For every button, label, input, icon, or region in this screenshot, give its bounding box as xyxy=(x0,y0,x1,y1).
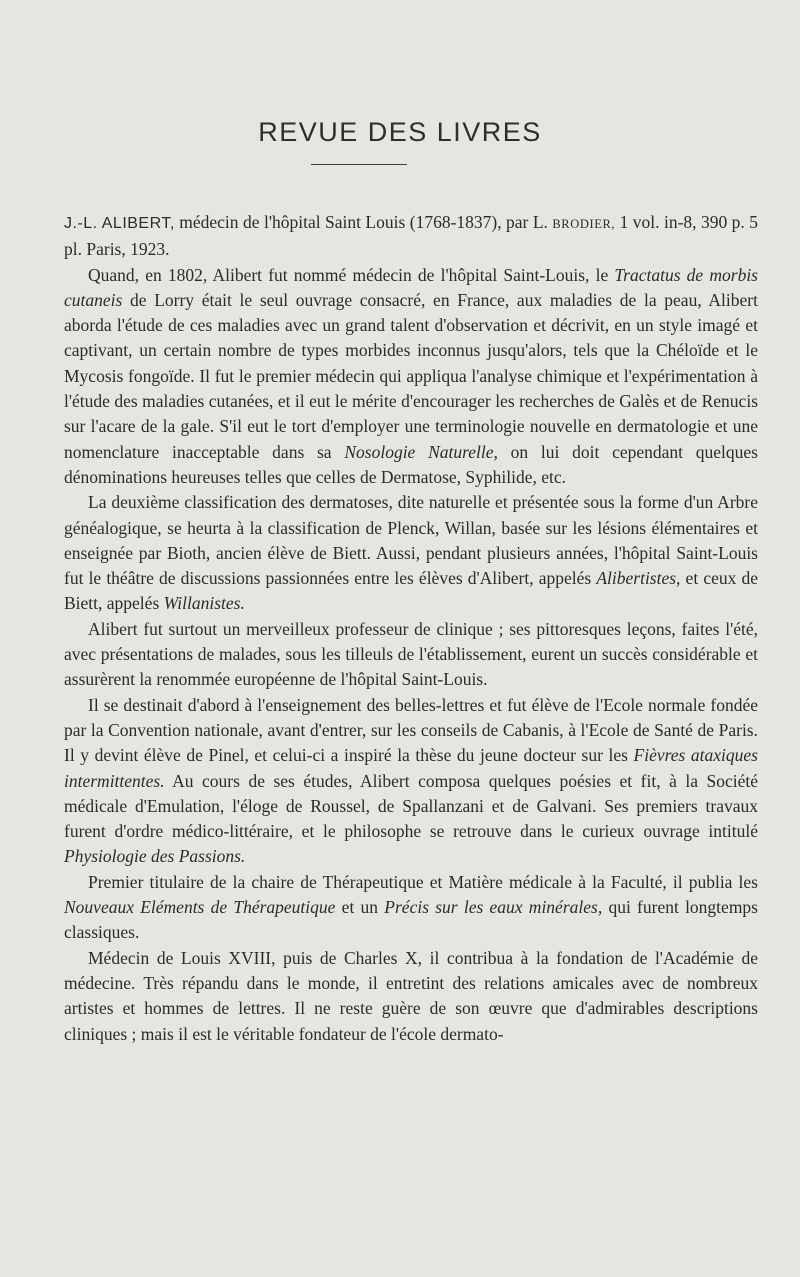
p1-text-a: Quand, en 1802, Alibert fut nommé médecin de l'hôpital Saint-Louis, le xyxy=(88,264,615,285)
paragraph-3: Alibert fut surtout un merveilleux professeur de clinique ; ses pittoresques leçons, faites l'été, avec présentations de malades, sous les tilleuls de l'établissement, eurent un succès considérable et assurèrent la renommée européenne de l'hôpital Saint-Louis. xyxy=(64,618,758,690)
paragraph-6: Médecin de Louis XVIII, puis de Charles X, il contribua à la fondation de l'Académie de médecine. Très répandu dans le monde, il entretint des relations amicales avec de nombreux artistes et hommes de lettres. Il ne reste guère de son œuvre que d'admirables descriptions cliniques ; mais il est le véritable fondateur de l'école dermato- xyxy=(64,947,758,1044)
p1-italic-d: Nosologie Naturelle, xyxy=(344,441,498,462)
review-heading xyxy=(64,210,758,263)
p1-italic-b: Tractatus de morbis cutaneis xyxy=(64,264,758,310)
paragraph-2 xyxy=(64,490,758,616)
review-desc-1: médecin de l'hôpital Saint Louis (1768-1837), par L. xyxy=(174,212,553,232)
paragraph-5 xyxy=(64,870,758,946)
p5-text-a: Premier titulaire de la chaire de Thérapeutique et Matière médicale à la Faculté, il publia les xyxy=(88,871,758,892)
p5-text-e: qui furent longtemps classiques. xyxy=(64,897,758,943)
p4-italic-d: Physiologie des Passions. xyxy=(64,846,246,867)
p2-italic-b: Alibertistes, xyxy=(596,568,681,589)
p2-italic-d: Willanistes. xyxy=(163,593,245,614)
review-body xyxy=(64,210,758,1047)
p4-text-a: Il se destinait d'abord à l'enseignement des belles-lettres et fut élève de l'Ecole normale fondée par la Convention nationale, avant d'entrer, sur les conseils de Cabanis, à l'Ecole de Santé de Paris. Il y devint élève de Pinel, et celui-ci a inspiré la thèse du jeune docteur sur les xyxy=(64,694,758,766)
p2-text-a: La deuxième classification des dermatoses, dite naturelle et présentée sous la forme d'un Arbre généalogique, se heurta à la classification de Plenck, Willan, basée sur les lésions élémentaires et enseignée par Bioth, ancien élève de Biett. Aussi, pendant plusieurs années, l'hôpital Saint-Louis fut le théâtre de discussions passionnées entre les élèves d'Alibert, appelés xyxy=(64,492,758,589)
p5-italic-d: Précis sur les eaux minérales, xyxy=(384,897,603,918)
review-author: J.-L. ALIBERT, xyxy=(64,215,175,232)
p2-text-c: et ceux de Biett, appelés xyxy=(64,568,758,614)
p4-italic-b: Fièvres ataxiques intermittentes. xyxy=(64,745,758,791)
p1-text-e: on lui doit cependant quelques dénominations heureuses telles que celles de Dermatose, Syphilide, etc. xyxy=(64,441,758,487)
page-title: REVUE DES LIVRES xyxy=(258,117,542,147)
title-divider xyxy=(311,164,407,165)
p5-italic-b: Nouveaux Eléments de Thérapeutique xyxy=(64,897,336,918)
p4-text-c: Au cours de ses études, Alibert composa quelques poésies et fit, à la Société médicale d'Emulation, l'éloge de Roussel, de Spallanzani et de Galvani. Ses premiers travaux furent d'ordre médico-littéraire, et le philosophe se retrouve dans le curieux ouvrage intitulé xyxy=(64,770,758,842)
review-desc-2: 1 vol. in-8, 390 p. 5 pl. Paris, 1923. xyxy=(64,212,758,260)
paragraph-4 xyxy=(64,693,758,870)
p5-text-c: et un xyxy=(335,897,385,918)
paragraph-1 xyxy=(64,263,758,491)
p1-text-c: de Lorry était le seul ouvrage consacré, en France, aux maladies de la peau, Alibert aborda l'étude de ces maladies avec un grand talent d'observation et décrivit, en un style imagé et captivant, un certain nombre de types morbides inconnus jusqu'alors, tels que la Chéloïde et le Mycosis fongoïde. Il fut le premier médecin qui appliqua l'analyse chimique et l'expérimentation à l'étude des maladies cutanées, et il eut le mérite d'encourager les recherches de Galès et de Renucis sur l'acare de la gale. S'il eut le tort d'employer une terminologie nouvelle en dermatologie et une nomenclature inacceptable dans sa xyxy=(64,289,758,462)
review-reviewer: BRODIER, xyxy=(552,217,616,231)
